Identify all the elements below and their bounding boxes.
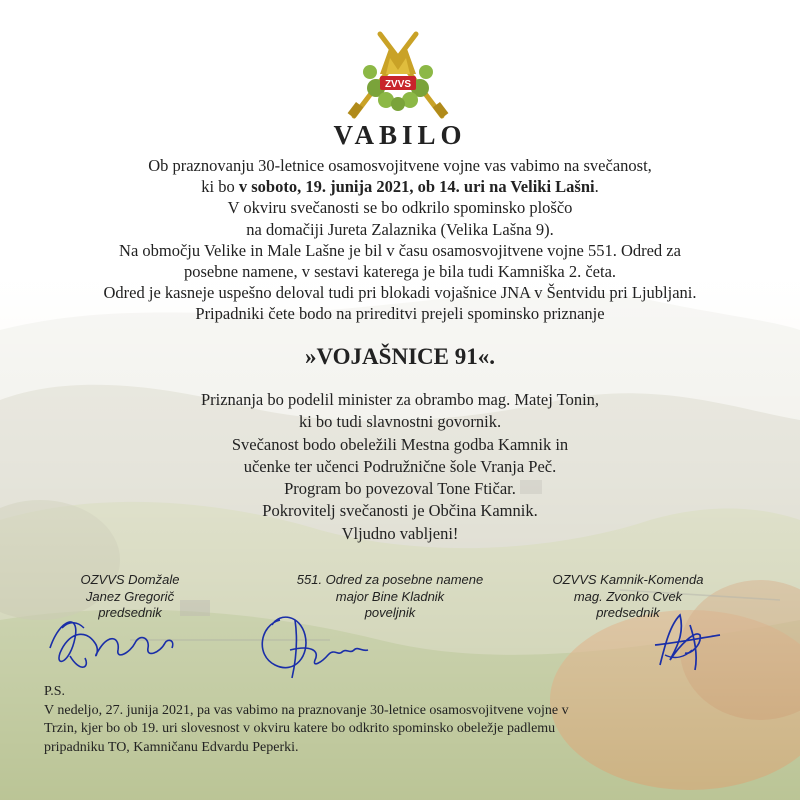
emblem-text: ZVVS xyxy=(384,79,412,90)
event-details xyxy=(60,389,740,545)
details-line: Pokrovitelj svečanosti je Občina Kamnik. xyxy=(262,501,538,521)
signature-org: OZVVS Domžale xyxy=(80,572,180,587)
ps-line: pripadniku TO, Kamničanu Edvardu Peperki. xyxy=(44,739,299,755)
intro-text xyxy=(40,155,760,325)
veterans-association-emblem xyxy=(346,28,450,120)
intro-text-fragment: . xyxy=(594,177,599,197)
signature-org: 551. Odred za posebne namene xyxy=(296,572,484,587)
ps-line: Trzin, kjer bo ob 19. uri slovesnost v okviru katere bo odkrito spominsko obeležje padlemu xyxy=(44,721,556,736)
handwritten-signature-2 xyxy=(250,600,380,685)
event-date-location: v soboto, 19. junija 2021, ob 14. uri na Veliki Lašni xyxy=(238,177,595,197)
postscript xyxy=(44,683,764,757)
signature-name: major Bine Kladnik xyxy=(335,588,445,604)
signature-org: OZVVS Kamnik-Komenda xyxy=(552,572,704,587)
intro-line xyxy=(40,176,760,197)
signature-name: mag. Zvonko Cvek xyxy=(573,588,683,604)
award-name: »VOJAŠNICE 91«. xyxy=(305,344,495,369)
intro-text-fragment: ki bo xyxy=(201,177,239,197)
signature-name: Janez Gregorič xyxy=(85,588,175,604)
ps-line: V nedeljo, 27. junija 2021, pa vas vabimo na praznovanje 30-letnice osamosvojitvene vojne v xyxy=(44,702,569,718)
details-line: ki bo tudi slavnostni govornik. xyxy=(298,412,502,432)
intro-line: Odred je kasneje uspešno deloval tudi pri blokadi vojašnice JNA v Šentvidu pri Ljubljani. xyxy=(103,283,697,303)
intro-line: posebne namene, v sestavi katerega je bila tudi Kamniška 2. četa. xyxy=(183,262,617,282)
handwritten-signature-3 xyxy=(640,605,730,675)
handwritten-signature-1 xyxy=(40,598,200,678)
details-line: Priznanja bo podelil minister za obrambo mag. Matej Tonin, xyxy=(200,390,600,409)
intro-line: Pripadniki čete bodo na prireditvi prejeli spominsko priznanje xyxy=(195,304,605,324)
intro-line: V okviru svečanosti se bo odkrilo spominsko ploščo xyxy=(227,198,573,218)
intro-line: Na območju Velike in Male Lašne je bil v času osamosvojitvene vojne 551. Odred za xyxy=(119,240,681,260)
intro-line: na domačiji Jureta Zalaznika (Velika Lašna 9). xyxy=(246,219,554,239)
intro-line: Ob praznovanju 30-letnice osamosvojitvene vojne vas vabimo na svečanost, xyxy=(148,156,652,175)
ps-label: P.S. xyxy=(44,684,66,699)
details-line: učenke ter učenci Podružnične šole Vranja Peč. xyxy=(243,456,557,476)
signature-role: poveljnik xyxy=(364,605,416,620)
closing-line: Vljudno vabljeni! xyxy=(341,523,459,543)
details-line: Program bo povezoval Tone Ftičar. xyxy=(284,479,516,499)
details-line: Svečanost bodo obeležili Mestna godba Kamnik in xyxy=(231,434,569,454)
signature-role: predsednik xyxy=(98,605,162,620)
signature-role: predsednik xyxy=(596,605,660,620)
page-title: VABILO xyxy=(333,120,467,150)
